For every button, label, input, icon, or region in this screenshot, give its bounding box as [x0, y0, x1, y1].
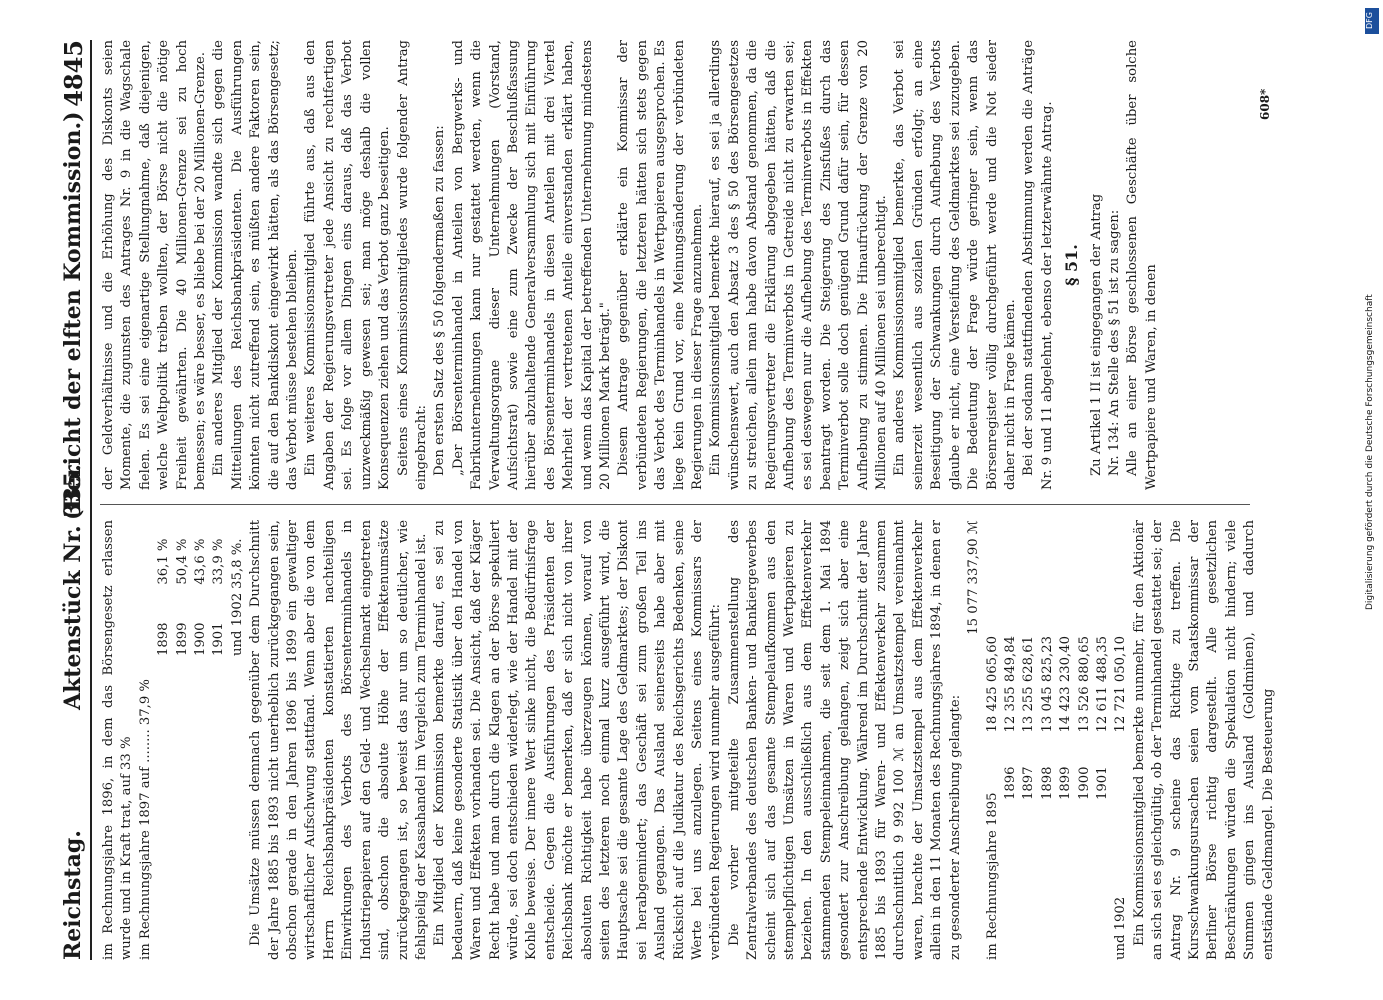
paragraph: der Geldverhältnisse und die Erhöhung des Diskonts seien Momente, die zugunsten des Antrages Nr. 9 in die Wagschale fielen. Es sei eine eigenartige Stellungnahme, daß diejenigen, welche Weltpolitik treiben wollten, der Börse nicht die nötige Freiheit gewährten. Die 40 Millionen-Grenze sei zu hoch bemessen; es wäre besser, es bliebe bei der 20 Millionen-Grenze. [101, 40, 209, 490]
rates-table [155, 535, 247, 960]
amount-value: 13 526 880,65 [1076, 636, 1092, 733]
paragraph: Ein Kommissionsmitglied bemerkte nunmehr, für den Aktionär an sich sei es gleichgültig, ob der Terminhandel gestattet sei; der Antrag Nr. 9 scheine das Richtige zu treffen. Die Kursschwankungsursachen seien vom Staatskommissar der Berliner Börse richtig dargestellt. Alle gesetzlichen Beschränkungen würden die Spekulation nicht hindern; viele Summen gingen ins Ausland (Goldminen), und dadurch entstände Geldmangel. Die Besteuerung [1131, 520, 1276, 960]
paragraph: Ein weiteres Kommissionsmitglied führte aus, daß aus den Angaben der Regierungsvertreter jede Ansicht zu rechtfertigen sei. Es folge vor allem Dingen eins daraus, daß das Verbot unzweckmäßig gewesen sei; man möge deshalb die vollen Konsequenzen ziehen und das Verbot ganz beseitigen. [303, 40, 393, 490]
rate-line: im Rechnungsjahre 1896, in dem das Börsengesetz erlassen wurde und in Kraft trat, auf 33 % [101, 520, 135, 960]
amount-value: 13 255 628,61 [1021, 636, 1037, 733]
paragraph: Ein Kommissionsmitglied bemerkte hierauf, es sei ja allerdings wünschenswert, auch den Absatz 3 des § 50 des Börsengesetzes zu streichen, allein man habe davon Abstand genommen, da die Regierungsvertreter die Erklärung abgegeben hätten, daß die Aufhebung des Terminverbots in Getreide nicht zu erwarten sei; es sei deswegen nur die Aufhebung des Terminverbots in Effekten beantragt worden. Die Steigerung des Zinsfußes durch das Terminverbot solle doch genügend Grund dafür sein, für dessen Aufhebung zu stimmen. Die Hinaufrückung der Grenze von 20 Millionen auf 40 Millionen sei unberechtigt. [708, 40, 890, 490]
amount-label: 1899 [1058, 766, 1074, 800]
amount-label: 1896 [1002, 766, 1018, 800]
amount-label: und 1902 [1113, 896, 1129, 960]
column-divider [100, 504, 1250, 505]
rate-year: und 1902 [229, 592, 245, 656]
page-number: 4845 [59, 40, 88, 107]
amount-value: 12 611 488,35 [1094, 636, 1110, 733]
rate-year: 1899 [174, 622, 190, 656]
paragraph: Nr. 134: An Stelle des § 51 ist zu sagen: [1106, 209, 1122, 476]
amount-label: 1897 [1021, 766, 1037, 800]
rate-value: 33,9 % [211, 538, 227, 585]
paragraph: Zu Artikel 1 II ist eingegangen der Antrag [1088, 193, 1104, 476]
amount-value: 13 045 825,23 [1039, 636, 1055, 733]
amount-label: im Rechnungsjahre 1895 [984, 792, 1000, 960]
paragraph: Die Umsätze müssen demnach gegenüber dem Durchschnitt der Jahre 1885 bis 1893 nicht unerheblich zurückgegangen sein, obschon gerade in den Jahren 1896 bis 1899 ein gewaltiger wirtschaftlicher Aufschwung stattfand. Wenn aber die von dem Herrn Reichsbankpräsidenten konstatierten nachteiligen Einwirkungen des Verbots des Börsenterminhandels in Industriepapieren auf den Geld- und Wechselmarkt eingetreten sind, obschon die absolute Höhe der Effektenumsätze zurückgegangen ist, so beweist das nur um so deutlicher, wie fehlspielig der Kassahandel im Vergleich zum Terminhandel ist. [248, 520, 429, 960]
amount-value: 18 425 065,60 [984, 636, 1000, 733]
page-header [52, 40, 92, 960]
paragraph: Bei der sodann stattfindenden Abstimmung werden die Anträge Nr. 9 und 11 abgelehnt, ebenso der letzterwähnte Antrag. [1021, 40, 1055, 490]
amounts-table [984, 632, 1131, 960]
rate-line: im Rechnungsjahre 1897 auf ........ 37,9 % [137, 679, 153, 960]
section-heading: § 51. [1062, 244, 1082, 286]
amount-label: 1898 [1039, 766, 1055, 800]
paragraph: Alle an einer Börse geschlossenen Geschäfte über solche Wertpapiere und Waren, in denen [1125, 40, 1159, 490]
right-column [100, 40, 1260, 490]
paragraph: Die vorher mitgeteilte Zusammenstellung des Zentralverbandes des deutschen Banken- und Bankiergewerbes scheint sich auf das gesamte Stempelaufkommen aus den stempelpflichtigen Umsätzen in Waren und Wertpapieren zu beziehen. In den ausschließlich aus dem Effektenverkehr stammenden Stempeleinnahmen, die seit dem 1. Mai 1894 gesondert zur Anschreibung gelangen, zeigt sich aber eine entsprechende Entwicklung. Während im Durchschnitt der Jahre 1885 bis 1893 für Waren- und Effektenverkehr zusammen durchschnittlich 9 992 100 ℳ an Umsatzstempel vereinnahmt waren, brachte der Umsatzstempel aus dem Effektenverkehr allein in den 11 Monaten des Rechnungsjahres 1894, in denen er zu gesonderter Anschreibung gelangte: [726, 520, 963, 960]
sheet-signature: 608* [1258, 88, 1272, 120]
header-center: Aktenstück Nr. 335. [60, 464, 86, 710]
paragraph: Ein anderes Mitglied der Kommission wandte sich gegen die Mitteilungen des Reichsbankpräsidenten. Die Ausführungen könnten nicht zutreffend sein, es müßten andere Faktoren sein, die auf den Bankdiskont eingewirkt hätten, als das Börsengesetz; das Verbot müsse bestehen bleiben. [211, 40, 301, 490]
rate-year: 1901 [211, 622, 227, 656]
header-left: Reichstag. [60, 830, 86, 960]
rate-value: 50,4 % [174, 538, 190, 585]
digitization-note: Digitalisierung gefördert durch die Deutsche Forschungsgemeinschaft [1365, 294, 1375, 610]
paragraph: Seitens eines Kommissionsmitgliedes wurde folgender Antrag eingebracht: [395, 40, 429, 490]
paragraph: Ein anderes Kommissionsmitglied bemerkte, das Verbot sei seinerzeit wesentlich aus sozialen Gründen erfolgt; an eine Beseitigung der Schwankungen durch Aufhebung des Verbots glaube er nicht, eine Versteifung des Geldmarktes sei zuzugeben. Die Bedeutung der Frage würde geringer sein, wenn das Börsenregister völlig durchgeführt werde und die Not sieder daher nicht in Frage kämen. [892, 40, 1018, 490]
rate-value: 36,1 % [156, 538, 172, 585]
left-column [100, 520, 1276, 960]
amount-label: 1900 [1076, 766, 1092, 800]
header-right: (Bericht der elften Kommission.) [60, 111, 86, 520]
amount-label: 1901 [1094, 766, 1110, 800]
rate-year: 1898 [156, 622, 172, 656]
amount-value: 14 423 230,40 [1058, 636, 1074, 733]
rate-year: 1900 [193, 622, 209, 656]
amount-1894: 15 077 337,90 ℳ [966, 520, 982, 635]
quoted-motion: „Der Börsenterminhandel in Anteilen von Bergwerks- und Fabrikunternehmungen kann nur gestattet werden, wenn die Verwaltungsorgane dieser Unternehmungen (Vorstand, Aufsichtsrat) sowie eine zum Zwecke der Beschlußfassung hierüber abzuhaltende Generalversammlung sich mit Einführung des Börsenterminhandels in diesen Anteilen mit drei Viertel Mehrheit der vertretenen Anteile einverstanden erklärt haben, und wenn das Kapital der betreffenden Unternehmung mindestens 20 Millionen Mark beträgt." [450, 40, 613, 490]
paragraph: Ein Mitglied der Kommission bemerkte darauf, es sei zu bedauern, daß keine gesonderte Statistik über den Handel von Waren und Effekten vorhanden sei. Die Ansicht, daß der Kläger Recht habe und man durch die Klagen an der Börse spekuliert würde, sei doch entschieden widerlegt, wie der Handel mit der Kohle beweise. Der innere Wert sinke nicht, die Bedürfnisfrage entscheide. Gegen die Ausführungen des Präsidenten der Reichsbank möchte er bemerken, daß er sich nicht von ihrer absoluten Richtigkeit habe überzeugen können, worauf von seiten des letzteren noch einmal kurz ausgeführt wird, die Hauptsache sei die gesamte Lage des Geldmarktes; der Diskont sei herabgemindert; das Geschäft sei zum großen Teil ins Ausland gegangen. Das Ausland seinerseits habe aber mit Rücksicht auf die Judikatur des Reichsgerichts Bedenken, seine Werte bei uns anzulegen. Seitens eines Kommissars der verbündeten Regierungen wird nunmehr ausgeführt: [432, 520, 724, 960]
paragraph: Diesem Antrage gegenüber erklärte ein Kommissar der verbündeten Regierungen, die letzteren hätten sich stets gegen das Verbot des Terminhandels in Wertpapieren ausgesprochen. Es liege kein Grund vor, eine Meinungsänderung der verbündeten Regierungen in dieser Frage anzunehmen. [616, 40, 705, 490]
amount-value: 12 721 050,10 [1113, 636, 1129, 733]
paragraph: Den ersten Satz des § 50 folgendermaßen zu fassen: [432, 125, 448, 476]
dfg-logo: DFG [1365, 8, 1379, 34]
amount-value: 12 355 849,84 [1002, 636, 1018, 733]
rate-value: 43,6 % [193, 538, 209, 585]
rate-value: 35,8 %. [229, 538, 245, 589]
